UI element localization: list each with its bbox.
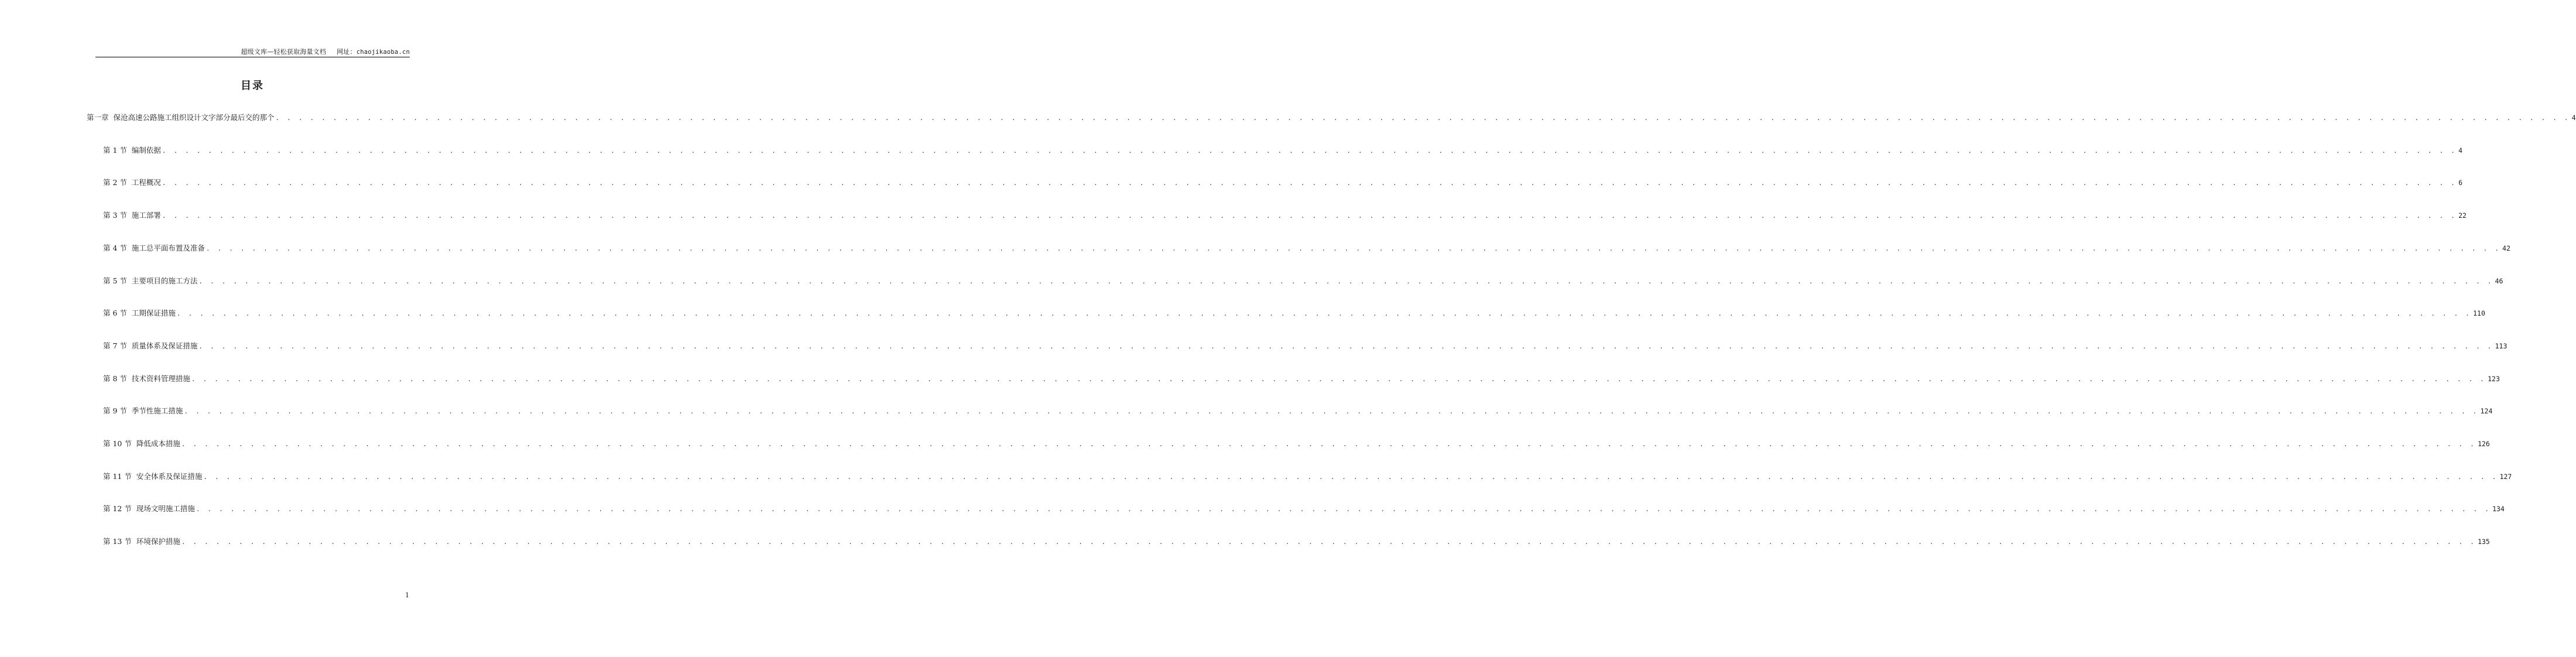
- toc-dot-leader: . . . . . . . . . . . . . . . . . . . . . . . . . . . . . . . . . . . . . . . . . . . . . . . . . . . . . . . . . . . . . . . . . . . . . . . . . . . . . . . . . . . . . . . . . . . . . . . . . . . . . . . . . . . . . . . . . . . . . . . . . . . . . . . . . . . . . . . . . . . . . . . . . . . . . . . . . . . . . . . . . . . . . . . . . . . . . . . . . . . . . . . . . . . . . . . . . . . . . . . .: [162, 212, 2457, 220]
- toc-entry-title: 季节性施工措施: [131, 406, 183, 415]
- header-site-label: 网址：: [337, 48, 357, 56]
- toc-entry[interactable]: [103, 438, 2490, 450]
- toc-entry-page: 22: [2458, 211, 2467, 220]
- toc-entry-number: 第 4 节: [103, 244, 127, 252]
- toc-dot-leader: . . . . . . . . . . . . . . . . . . . . . . . . . . . . . . . . . . . . . . . . . . . . . . . . . . . . . . . . . . . . . . . . . . . . . . . . . . . . . . . . . . . . . . . . . . . . . . . . . . . . . . . . . . . . . . . . . . . . . . . . . . . . . . . . . . . . . . . . . . . . . . . . . . . . . . . . . . . . . . . . . . . . . . . . . . . . . . . . . . . . . . . . . . . . . . . . . . . . . . . .: [181, 538, 2476, 546]
- toc-dot-leader: . . . . . . . . . . . . . . . . . . . . . . . . . . . . . . . . . . . . . . . . . . . . . . . . . . . . . . . . . . . . . . . . . . . . . . . . . . . . . . . . . . . . . . . . . . . . . . . . . . . . . . . . . . . . . . . . . . . . . . . . . . . . . . . . . . . . . . . . . . . . . . . . . . . . . . . . . . . . . . . . . . . . . . . . . . . . . . . . . . . . . . . . . . . . . . . . . . . . . . . .: [198, 278, 2493, 285]
- toc-entry[interactable]: [103, 275, 2503, 287]
- toc-dot-leader: . . . . . . . . . . . . . . . . . . . . . . . . . . . . . . . . . . . . . . . . . . . . . . . . . . . . . . . . . . . . . . . . . . . . . . . . . . . . . . . . . . . . . . . . . . . . . . . . . . . . . . . . . . . . . . . . . . . . . . . . . . . . . . . . . . . . . . . . . . . . . . . . . . . . . . . . . . . . . . . . . . . . . . . . . . . . . . . . . . . . . . . . . . . . . . . . . . . . . . . .: [203, 473, 2498, 481]
- header-site-url: chaojikaoba.cn: [356, 49, 410, 56]
- toc-entry[interactable]: [103, 340, 2508, 352]
- toc-entry-page: 6: [2458, 179, 2463, 187]
- toc-entry-title: 施工总平面布置及准备: [131, 244, 205, 252]
- toc-entry-page: 42: [2502, 244, 2510, 252]
- toc-dot-leader: . . . . . . . . . . . . . . . . . . . . . . . . . . . . . . . . . . . . . . . . . . . . . . . . . . . . . . . . . . . . . . . . . . . . . . . . . . . . . . . . . . . . . . . . . . . . . . . . . . . . . . . . . . . . . . . . . . . . . . . . . . . . . . . . . . . . . . . . . . . . . . . . . . . . . . . . . . . . . . . . . . . . . . . . . . . . . . . . . . . . . . . . . . . . . . . . . . . . . . . .: [162, 179, 2457, 187]
- toc-entry[interactable]: [103, 503, 2505, 515]
- toc-entry-title: 质量体系及保证措施: [131, 341, 198, 350]
- toc-entry-title: 编制依据: [131, 146, 161, 155]
- toc-entry-page: 134: [2492, 505, 2505, 513]
- toc-entry-page: 123: [2488, 375, 2500, 383]
- toc-entry-title: 安全体系及保证措施: [136, 472, 203, 481]
- toc-entry-page: 135: [2478, 538, 2490, 546]
- toc-title: 目录: [241, 80, 264, 92]
- toc-entry-page: 4: [2571, 114, 2576, 122]
- toc-entry-title: 施工部署: [131, 211, 161, 220]
- toc-entry[interactable]: [103, 145, 2463, 156]
- toc-entry-page: 127: [2499, 473, 2512, 481]
- toc-entry[interactable]: [103, 177, 2463, 189]
- toc-entry[interactable]: [103, 536, 2490, 548]
- toc-entry-title: 主要项目的施工方法: [131, 276, 198, 285]
- toc-entry-title: 现场文明施工措施: [136, 504, 195, 513]
- page-header: [241, 47, 410, 56]
- toc-entry-number: 第 1 节: [103, 146, 127, 155]
- toc-entry-page: 46: [2495, 277, 2503, 285]
- toc-entry-title: 工期保证措施: [131, 309, 176, 317]
- header-title: 超级文库—轻松获取海量文档: [241, 48, 327, 56]
- toc-entry-title: 工程概况: [131, 178, 161, 187]
- toc-entry-title: 技术资料管理措施: [131, 374, 190, 383]
- toc-entry-number: 第 11 节: [103, 472, 132, 481]
- toc-entry-number: 第 12 节: [103, 504, 132, 513]
- toc-entry-number: 第 2 节: [103, 178, 127, 187]
- toc-entry-page: 113: [2495, 342, 2508, 350]
- toc-entry-page: 124: [2480, 407, 2493, 415]
- toc-entry-number: 第 13 节: [103, 537, 132, 546]
- toc-entry-title: 环境保护措施: [136, 537, 180, 546]
- toc-entry-number: 第 8 节: [103, 374, 127, 383]
- toc-entry-number: 第 10 节: [103, 439, 132, 448]
- toc-entry-page: 110: [2473, 309, 2485, 317]
- page-number: 1: [405, 591, 409, 599]
- toc-entry-number: 第 3 节: [103, 211, 127, 220]
- toc-dot-leader: . . . . . . . . . . . . . . . . . . . . . . . . . . . . . . . . . . . . . . . . . . . . . . . . . . . . . . . . . . . . . . . . . . . . . . . . . . . . . . . . . . . . . . . . . . . . . . . . . . . . . . . . . . . . . . . . . . . . . . . . . . . . . . . . . . . . . . . . . . . . . . . . . . . . . . . . . . . . . . . . . . . . . . . . . . . . . . . . . . . . . . . . . . . . . . . . . . . . . . . .: [275, 114, 2570, 122]
- toc-entry-number: 第 5 节: [103, 276, 127, 285]
- toc-dot-leader: . . . . . . . . . . . . . . . . . . . . . . . . . . . . . . . . . . . . . . . . . . . . . . . . . . . . . . . . . . . . . . . . . . . . . . . . . . . . . . . . . . . . . . . . . . . . . . . . . . . . . . . . . . . . . . . . . . . . . . . . . . . . . . . . . . . . . . . . . . . . . . . . . . . . . . . . . . . . . . . . . . . . . . . . . . . . . . . . . . . . . . . . . . . . . . . . . . . . . . . .: [181, 440, 2476, 448]
- toc-dot-leader: . . . . . . . . . . . . . . . . . . . . . . . . . . . . . . . . . . . . . . . . . . . . . . . . . . . . . . . . . . . . . . . . . . . . . . . . . . . . . . . . . . . . . . . . . . . . . . . . . . . . . . . . . . . . . . . . . . . . . . . . . . . . . . . . . . . . . . . . . . . . . . . . . . . . . . . . . . . . . . . . . . . . . . . . . . . . . . . . . . . . . . . . . . . . . . . . . . . . . . . .: [184, 408, 2479, 415]
- toc-entry[interactable]: [103, 210, 2467, 221]
- toc-entry-title: 降低成本措施: [136, 439, 180, 448]
- toc-dot-leader: . . . . . . . . . . . . . . . . . . . . . . . . . . . . . . . . . . . . . . . . . . . . . . . . . . . . . . . . . . . . . . . . . . . . . . . . . . . . . . . . . . . . . . . . . . . . . . . . . . . . . . . . . . . . . . . . . . . . . . . . . . . . . . . . . . . . . . . . . . . . . . . . . . . . . . . . . . . . . . . . . . . . . . . . . . . . . . . . . . . . . . . . . . . . . . . . . . . . . . . .: [162, 147, 2457, 155]
- toc-entry-number: 第 9 节: [103, 406, 127, 415]
- toc-entry[interactable]: [103, 307, 2485, 319]
- toc-entry-page: 126: [2478, 440, 2490, 448]
- toc-entry[interactable]: [103, 373, 2500, 385]
- toc-entry[interactable]: [103, 242, 2510, 254]
- toc-dot-leader: . . . . . . . . . . . . . . . . . . . . . . . . . . . . . . . . . . . . . . . . . . . . . . . . . . . . . . . . . . . . . . . . . . . . . . . . . . . . . . . . . . . . . . . . . . . . . . . . . . . . . . . . . . . . . . . . . . . . . . . . . . . . . . . . . . . . . . . . . . . . . . . . . . . . . . . . . . . . . . . . . . . . . . . . . . . . . . . . . . . . . . . . . . . . . . . . . . . . . . . .: [176, 310, 2472, 317]
- toc-entry-number: 第 6 节: [103, 309, 127, 317]
- toc-dot-leader: . . . . . . . . . . . . . . . . . . . . . . . . . . . . . . . . . . . . . . . . . . . . . . . . . . . . . . . . . . . . . . . . . . . . . . . . . . . . . . . . . . . . . . . . . . . . . . . . . . . . . . . . . . . . . . . . . . . . . . . . . . . . . . . . . . . . . . . . . . . . . . . . . . . . . . . . . . . . . . . . . . . . . . . . . . . . . . . . . . . . . . . . . . . . . . . . . . . . . . . .: [205, 245, 2501, 252]
- toc-dot-leader: . . . . . . . . . . . . . . . . . . . . . . . . . . . . . . . . . . . . . . . . . . . . . . . . . . . . . . . . . . . . . . . . . . . . . . . . . . . . . . . . . . . . . . . . . . . . . . . . . . . . . . . . . . . . . . . . . . . . . . . . . . . . . . . . . . . . . . . . . . . . . . . . . . . . . . . . . . . . . . . . . . . . . . . . . . . . . . . . . . . . . . . . . . . . . . . . . . . . . . . .: [196, 505, 2491, 513]
- toc-entry-title: 保沧高速公路施工组织设计文字部分最后交的那个: [113, 113, 275, 122]
- toc-entry-number: 第一章: [87, 113, 109, 122]
- toc-dot-leader: . . . . . . . . . . . . . . . . . . . . . . . . . . . . . . . . . . . . . . . . . . . . . . . . . . . . . . . . . . . . . . . . . . . . . . . . . . . . . . . . . . . . . . . . . . . . . . . . . . . . . . . . . . . . . . . . . . . . . . . . . . . . . . . . . . . . . . . . . . . . . . . . . . . . . . . . . . . . . . . . . . . . . . . . . . . . . . . . . . . . . . . . . . . . . . . . . . . . . . . .: [198, 343, 2493, 350]
- toc-entry[interactable]: [103, 405, 2493, 417]
- toc-entry[interactable]: [103, 471, 2512, 483]
- toc-entry-number: 第 7 节: [103, 341, 127, 350]
- toc-entry[interactable]: [87, 112, 2576, 124]
- toc-entry-page: 4: [2458, 146, 2463, 155]
- toc-dot-leader: . . . . . . . . . . . . . . . . . . . . . . . . . . . . . . . . . . . . . . . . . . . . . . . . . . . . . . . . . . . . . . . . . . . . . . . . . . . . . . . . . . . . . . . . . . . . . . . . . . . . . . . . . . . . . . . . . . . . . . . . . . . . . . . . . . . . . . . . . . . . . . . . . . . . . . . . . . . . . . . . . . . . . . . . . . . . . . . . . . . . . . . . . . . . . . . . . . . . . . . .: [191, 375, 2486, 383]
